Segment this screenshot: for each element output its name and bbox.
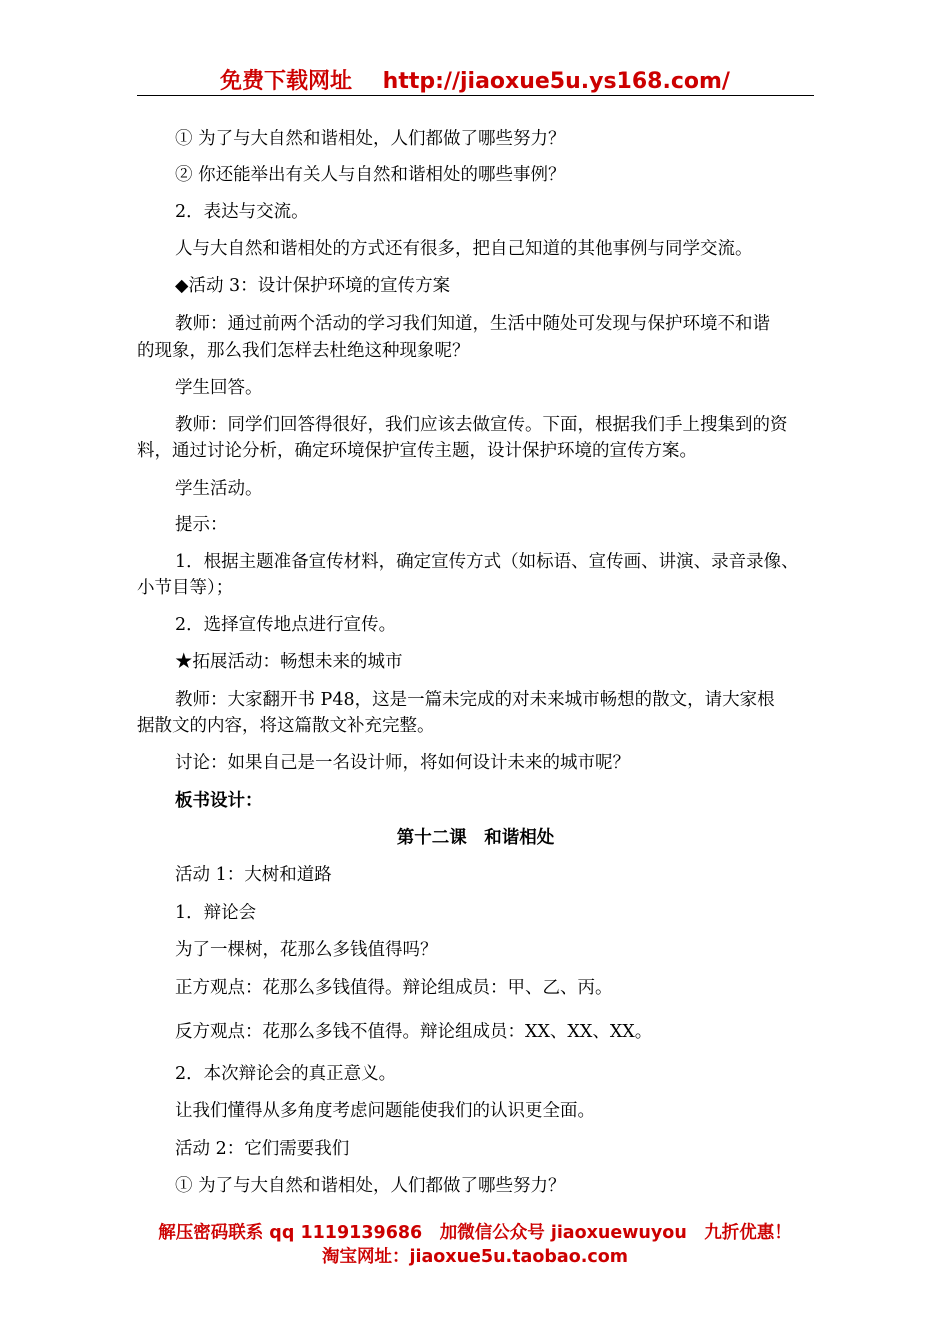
page-header [0, 64, 950, 95]
question-1-repeat: ① 为了与大自然和谐相处，人们都做了哪些努力？ [175, 1176, 566, 1196]
paragraph: 让我们懂得从多角度考虑问题能使我们的认识更全面。 [175, 1101, 595, 1121]
debate-heading: 1．辩论会 [175, 903, 257, 923]
extension-activity-heading: ★拓展活动：畅想未来的城市 [175, 652, 403, 672]
negative-view: 反方观点：花那么多钱不值得。辩论组成员：XX、XX、XX。 [175, 1022, 653, 1042]
paragraph: 教师：通过前两个活动的学习我们知道，生活中随处可发现与保护环境不和谐 [175, 314, 770, 334]
debate-question: 为了一棵树，花那么多钱值得吗？ [175, 940, 438, 960]
header-url-link[interactable]: http://jiaoxue5u.ys168.com/ [382, 69, 730, 94]
activity-1-heading: 活动 1：大树和道路 [175, 865, 332, 885]
debate-meaning: 2．本次辩论会的真正意义。 [175, 1064, 397, 1084]
hint-item-1: 1．根据主题准备宣传材料，确定宣传方式（如标语、宣传画、讲演、录音录像、 [175, 552, 799, 572]
header-label: 免费下载网址 [220, 69, 353, 94]
paragraph: 教师：同学们回答得很好，我们应该去做宣传。下面，根据我们手上搜集到的资 [175, 415, 788, 435]
header-divider [137, 95, 814, 96]
paragraph: 学生回答。 [175, 378, 263, 398]
paragraph: 学生活动。 [175, 479, 263, 499]
lesson-title: 第十二课 和谐相处 [396, 828, 555, 848]
hint-item-1-cont: 小节目等）； [137, 578, 234, 598]
paragraph-cont: 的现象，那么我们怎样去杜绝这种现象呢？ [137, 341, 470, 361]
board-design-heading: 板书设计： [175, 791, 263, 811]
paragraph: 教师：大家翻开书 P48，这是一篇未完成的对未来城市畅想的散文，请大家根 [175, 690, 775, 710]
paragraph-cont: 据散文的内容，将这篇散文补充完整。 [137, 716, 435, 736]
question-1: ① 为了与大自然和谐相处，人们都做了哪些努力？ [175, 129, 566, 149]
hint-label: 提示： [175, 515, 228, 535]
affirmative-view: 正方观点：花那么多钱值得。辩论组成员：甲、乙、丙。 [175, 978, 613, 998]
footer-contact: 解压密码联系 qq 1119139686 加微信公众号 jiaoxuewuyou 九折优惠！ [158, 1223, 792, 1243]
section-express: 2．表达与交流。 [175, 202, 309, 222]
footer-shop-link[interactable]: 淘宝网址：jiaoxue5u.taobao.com [321, 1247, 629, 1267]
hint-item-2: 2．选择宣传地点进行宣传。 [175, 615, 397, 635]
activity-3-heading: ◆活动 3：设计保护环境的宣传方案 [175, 276, 451, 296]
activity-2-heading: 活动 2：它们需要我们 [175, 1139, 350, 1159]
paragraph: 人与大自然和谐相处的方式还有很多，把自己知道的其他事例与同学交流。 [175, 239, 753, 259]
question-2: ② 你还能举出有关人与自然和谐相处的哪些事例？ [175, 165, 566, 185]
discussion: 讨论：如果自己是一名设计师，将如何设计未来的城市呢？ [175, 753, 630, 773]
paragraph-cont: 料，通过讨论分析，确定环境保护宣传主题，设计保护环境的宣传方案。 [137, 441, 697, 461]
